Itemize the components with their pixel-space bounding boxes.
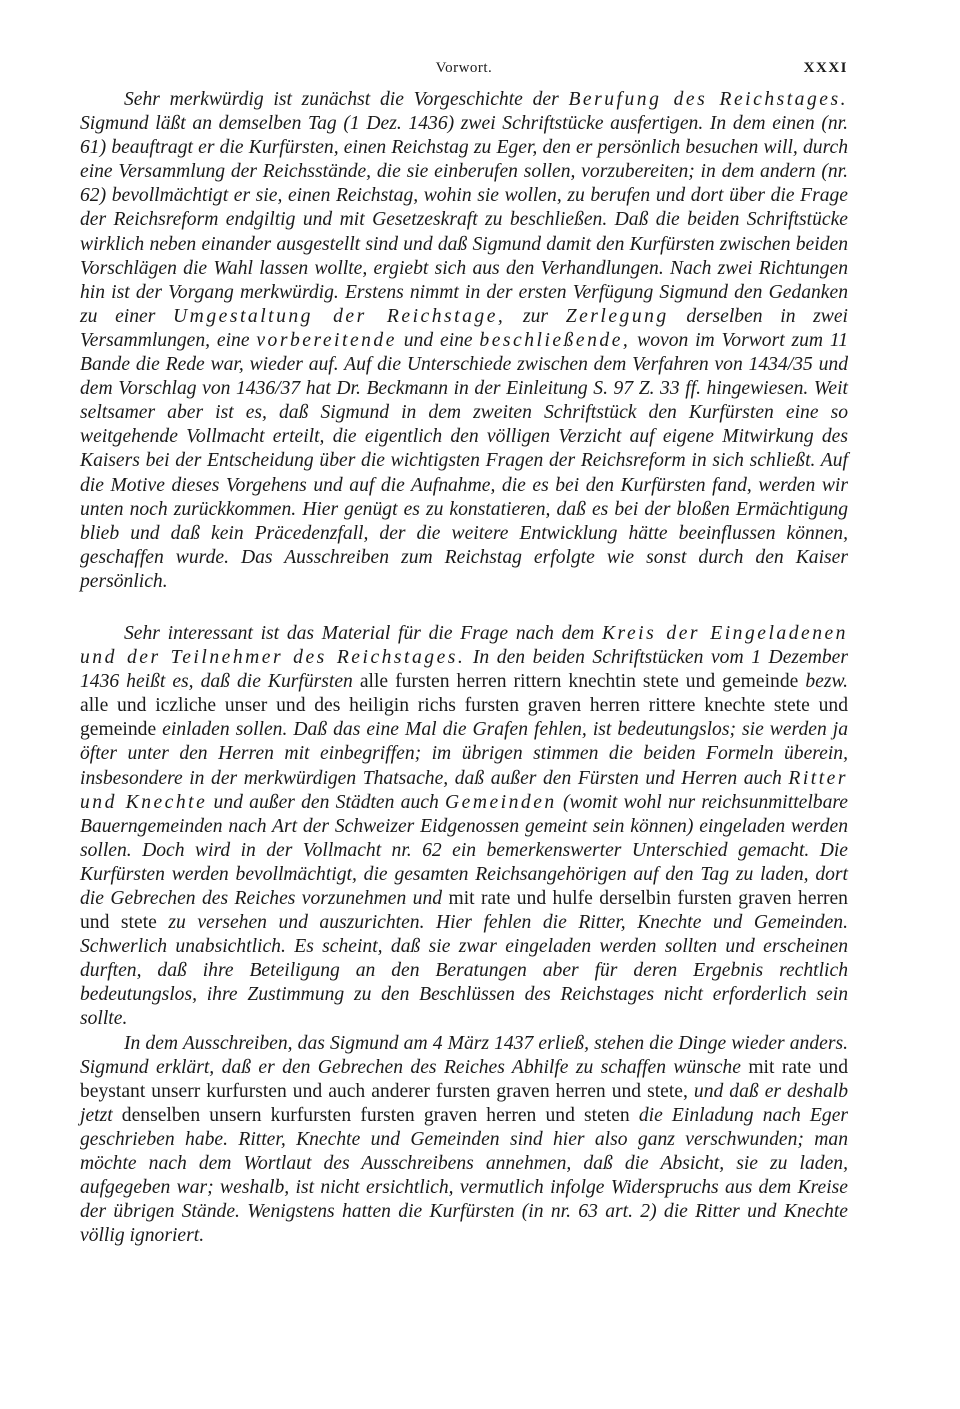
page-number: XXXI [803,60,848,76]
text-run: Ritter und Knechte [80,767,848,813]
text-run: und daß er deshalb jetzt [80,1080,848,1126]
text-run: Gemeinden [444,791,557,813]
text-run: alle und iczliche unser und des heiligin richs fursten graven herren rittere knechte stete und gemeinde [80,695,848,741]
text-run: Umgestaltung der Reichstage, [173,305,506,327]
text-run: mit rate und hulfe derselbin fursten graven herren und stete [80,888,848,934]
running-title: Vorwort. [435,60,493,76]
text-run: vorbereitende [256,329,397,351]
body-text [80,88,848,1248]
text-run: derselben in zwei Versammlungen, eine [80,305,848,351]
text-run: und eine [396,329,480,351]
text-run: In den beiden Schriftstücken vom 1 Dezember 1436 heißt es, daß die Kurfürsten [80,647,848,693]
text-run: Zerlegung [565,305,669,327]
text-run: Sigmund läßt an demselben Tag (1 Dez. 1436) zwei Schriftstücke ausfertigen. In dem einen (nr. 61) beauftragt er die Kurfürsten, einen Reichstag zu Eger, den er persönlich besuchen will, durch eine Versammlung der Reichsstände, die sie einberufen sollen, vorzubereiten; in dem andern (nr. 62) bevollmächtigt er sie, einen Reichstag, wohin sie wollen, zu berufen und dort über die Frage der Reichsreform endgiltig und mit Gesetzeskraft zu beschließen. Daß die beiden Schriftstücke wirklich neben einander ausgestellt sind und daß Sigmund damit den Kurfürsten zwischen beiden Vorschlägen die Wahl lassen wollte, ergiebt sich aus den Verhandlungen. Nach zwei Richtungen hin ist der Vorgang merkwürdig. Erstens nimmt in der ersten Verfügung Sigmund den Gedanken zu einer [80,113,848,327]
text-run: alle fursten herren rittern knechtin stete und gemeinde [359,671,799,693]
paragraph [80,88,848,594]
text-run: zur [505,305,566,327]
text-run: Kreis der Eingeladenen und der Teilnehmer des Reichstages. [80,622,848,669]
paragraph [80,1032,848,1249]
text-run: (womit wohl nur reichsunmittelbare Bauerngemeinden nach Art der Schweizer Eidgenossen gemeint sein können) eingeladen werden sollen. Doch wird in der Vollmacht nr. 62 ein bemerkenswerter Unterschied gemacht. Die Kurfürsten werden bevollmächtigt, die gesamten Reichsangehörigen auf den Tag zu laden, dort die Gebrechen des Reiches vorzunehmen und [80,791,848,909]
text-run: Sehr merkwürdig ist zunächst die Vorgeschichte der [124,89,569,110]
text-run: bezw. [798,671,848,693]
text-run: wovon im Vorwort zum 11 Bande die Rede war, wieder auf. Auf die Unterschiede zwischen dem Verfahren von 1434/35 und dem Vorschlag von 1436/37 hat Dr. Beckmann in der Einleitung S. 97 Z. 33 ff. hingewiesen. Weit seltsamer aber ist es, daß Sigmund in dem zweiten Schriftstück den Kurfürsten eine so weitgehende Vollmacht erteilt, die eigentlich den völligen Verzicht auf eigene Mitwirkung des Kaisers bei der Entscheidung über die wichtigsten Fragen der Reichsreform in sich schließt. Auf die Motive dieses Vorgehens und auf die Aufnahme, die es bei den Kurfürsten fand, werden wir unten noch zurückkommen. Hier genügt es zu konstatieren, daß es bei der bloßen Ermächtigung blieb und daß kein Präcedenzfall, der die weitere Entwicklung hätte beeinflussen können, geschaffen wurde. Das Ausschreiben zum Reichstag erfolgte wie sonst durch den Kaiser persönlich. [80,329,849,592]
text-run: Sehr interessant ist das Material für die Frage nach dem [124,622,602,644]
text-run: beschließende, [479,329,631,351]
text-run: denselben unsern kurfursten fursten graven herren und steten [121,1104,630,1126]
text-run: mit rate und beystant unserr kurfursten und auch anderer fursten graven herren und stete, [80,1056,848,1102]
text-run: die Einladung nach Eger geschrieben habe. Ritter, Knechte und Gemeinden sind hier also ganz verschwunden; man möchte nach dem Wortlaut des Ausschreibens annehmen, daß die Absicht, sie zu laden, aufgegeben war; weshalb, ist nicht ersichtlich, vermutlich infolge Widerspruchs aus dem Kreise der übrigen Stände. Wenigstens hatten die Kurfürsten (in nr. 63 art. 2) die Ritter und Knechte völlig ignoriert. [80,1104,849,1247]
text-run: In dem Ausschreiben, das Sigmund am 4 März 1437 erließ, stehen die Dinge wieder anders. Sigmund erklärt, daß er den Gebrechen des Reiches Abhilfe zu schaffen wünsche [80,1032,848,1078]
text-run: Berufung des Reichstages. [568,89,848,110]
text-run: und außer den Städten auch [207,791,445,813]
page-header [80,60,848,84]
text-run: einladen sollen. Daß das eine Mal die Grafen fehlen, ist bedeutungslos; sie werden ja öfter unter den Herren mit einbegriffen; im übrigen stimmen die beiden Formeln überein, insbesondere in der merkwürdigen Thatsache, daß außer den Fürsten und Herren auch [80,719,848,789]
text-run: zu versehen und auszurichten. Hier fehlen die Ritter, Knechte und Gemeinden. Schwerlich unabsichtlich. Es scheint, daß sie zwar eingeladen werden sollten und erscheinen durften, daß ihre Beteiligung an den Beratungen aber für deren Ergebnis rechtlich bedeutungslos, ihre Zustimmung zu den Beschlüssen des Reichstages nicht erforderlich sein sollte. [80,912,848,1030]
paragraph [80,622,848,1032]
